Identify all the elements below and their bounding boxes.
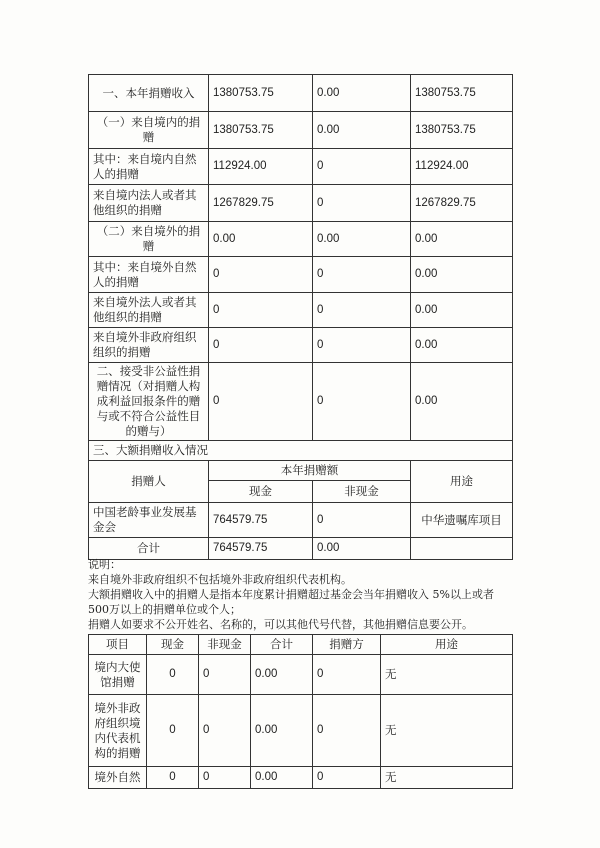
- table-row: [89, 185, 513, 222]
- purpose-cell: 无: [381, 695, 513, 767]
- total-cell: 0.00: [251, 767, 313, 789]
- header-row: [89, 635, 513, 655]
- note-line-1: 来自境外非政府组织不包括境外非政府组织代表机构。: [88, 573, 352, 586]
- item-cell: 境内大使馆捐赠: [89, 655, 147, 695]
- total-cell: 1380753.75: [411, 75, 513, 112]
- donor-cell: 中国老龄事业发展基金会: [89, 503, 209, 538]
- table-row: [89, 222, 513, 257]
- row-label: 其中：来自境内自然人的捐赠: [89, 149, 209, 185]
- table-row: [89, 149, 513, 185]
- noncash-cell: 0: [313, 149, 411, 185]
- noncash-cell: 0: [199, 655, 251, 695]
- item-cell: 境外非政府组织境内代表机构的捐赠: [89, 695, 147, 767]
- total-cell: 1267829.75: [411, 185, 513, 222]
- total-cell: 1380753.75: [411, 112, 513, 149]
- table-row: [89, 767, 513, 789]
- cash-cell: 764579.75: [209, 503, 313, 538]
- noncash-cell: 0.00: [313, 538, 411, 560]
- total-header: 合计: [251, 635, 313, 655]
- row-label: （一）来自境内的捐赠: [89, 112, 209, 149]
- note-line-3: 捐赠人如要求不公开姓名、名称的，可以其他代号代替，其他捐赠信息要公开。: [88, 618, 473, 631]
- row-label: 一、本年捐赠收入: [89, 75, 209, 112]
- table-row: [89, 112, 513, 149]
- item-cell: 境外自然: [89, 767, 147, 789]
- noncash-cell: 0.00: [313, 222, 411, 257]
- total-cell: 0.00: [411, 328, 513, 363]
- cash-cell: 1380753.75: [209, 75, 313, 112]
- total-cell: 0.00: [411, 257, 513, 293]
- donor-cell: 0: [313, 767, 381, 789]
- cash-cell: 0.00: [209, 222, 313, 257]
- total-cell: 0.00: [411, 293, 513, 328]
- cash-cell: 1380753.75: [209, 112, 313, 149]
- table-row: [89, 293, 513, 328]
- row-label: 二、接受非公益性捐赠情况（对捐赠人构成利益回报条件的赠与或不符合公益性目的赠与）: [89, 363, 209, 441]
- total-cell: 0.00: [411, 222, 513, 257]
- cash-cell: 0: [209, 257, 313, 293]
- row-label: 来自境外法人或者其他组织的捐赠: [89, 293, 209, 328]
- table-row: [89, 257, 513, 293]
- cash-cell: 0: [147, 695, 199, 767]
- total-cell: 0.00: [411, 363, 513, 441]
- row-label: 其中：来自境外自然人的捐赠: [89, 257, 209, 293]
- purpose-cell: 无: [381, 655, 513, 695]
- cash-cell: 764579.75: [209, 538, 313, 560]
- total-cell: 0.00: [251, 695, 313, 767]
- noncash-cell: 0.00: [313, 75, 411, 112]
- donation-detail-table: [88, 634, 513, 789]
- noncash-cell: 0: [313, 328, 411, 363]
- header-row: [89, 461, 513, 481]
- row-label: 来自境外非政府组织组织的捐赠: [89, 328, 209, 363]
- table-row: [89, 503, 513, 538]
- section-row: [89, 441, 513, 461]
- note-line-2: 大额捐赠收入中的捐赠人是指本年度累计捐赠超过基金会当年捐赠收入 5%以上或者 500万以上的捐赠单位或个人；: [88, 588, 494, 616]
- cash-header: 现金: [209, 481, 313, 503]
- total-label-cell: 合计: [89, 538, 209, 560]
- total-cell: 112924.00: [411, 149, 513, 185]
- purpose-cell: 无: [381, 767, 513, 789]
- amount-group-header: 本年捐赠额: [209, 461, 411, 481]
- cash-cell: 0: [209, 328, 313, 363]
- donor-header: 捐赠方: [313, 635, 381, 655]
- noncash-cell: 0: [313, 503, 411, 538]
- table-row: [89, 363, 513, 441]
- notes-heading: 说明：: [88, 558, 121, 571]
- cash-cell: 112924.00: [209, 149, 313, 185]
- cash-cell: 0: [209, 293, 313, 328]
- cash-header: 现金: [147, 635, 199, 655]
- noncash-cell: 0: [313, 293, 411, 328]
- noncash-cell: 0: [313, 363, 411, 441]
- donor-cell: 0: [313, 695, 381, 767]
- purpose-cell: 中华遗嘱库项目: [411, 503, 513, 538]
- table-row: [89, 695, 513, 767]
- donor-cell: 0: [313, 655, 381, 695]
- noncash-cell: 0: [313, 185, 411, 222]
- purpose-header: 用途: [381, 635, 513, 655]
- noncash-cell: 0.00: [313, 112, 411, 149]
- item-header: 项目: [89, 635, 147, 655]
- cash-cell: 1267829.75: [209, 185, 313, 222]
- cash-cell: 0: [147, 655, 199, 695]
- donation-income-table: [88, 74, 513, 560]
- table-row: [89, 655, 513, 695]
- noncash-cell: 0: [199, 695, 251, 767]
- cash-cell: 0: [209, 363, 313, 441]
- section-title: 三、大额捐赠收入情况: [89, 441, 513, 461]
- donor-header: 捐赠人: [89, 461, 209, 503]
- row-label: 来自境内法人或者其他组织的捐赠: [89, 185, 209, 222]
- noncash-cell: 0: [199, 767, 251, 789]
- row-label: （二）来自境外的捐赠: [89, 222, 209, 257]
- noncash-header: 非现金: [199, 635, 251, 655]
- cash-cell: 0: [147, 767, 199, 789]
- noncash-cell: 0: [313, 257, 411, 293]
- table-row: [89, 328, 513, 363]
- total-cell: 0.00: [251, 655, 313, 695]
- table-row: [89, 75, 513, 112]
- purpose-header: 用途: [411, 461, 513, 503]
- noncash-header: 非现金: [313, 481, 411, 503]
